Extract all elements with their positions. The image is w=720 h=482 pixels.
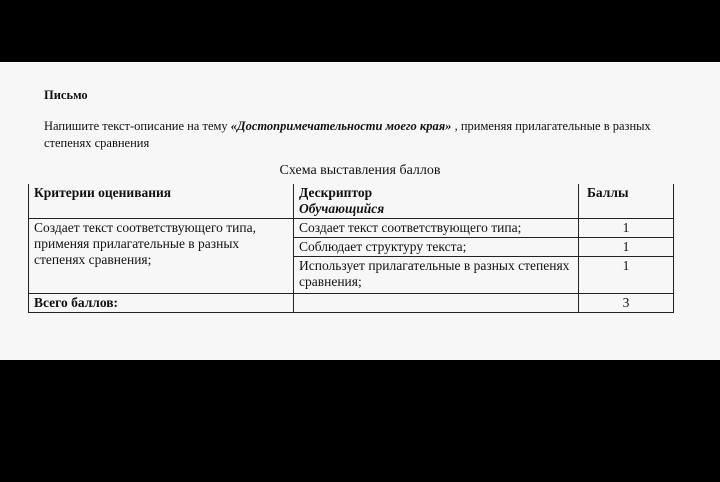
descriptor-cell: Соблюдает структуру текста; [294, 238, 579, 257]
grading-table [28, 184, 674, 313]
total-points: 3 [579, 294, 674, 313]
task-text [44, 118, 684, 152]
table-caption: Схема выставления баллов [279, 163, 441, 178]
section-heading: Письмо [44, 88, 88, 102]
points-cell: 1 [579, 238, 674, 257]
header-points: Баллы [579, 184, 674, 219]
descriptor-cell: Создает текст соответствующего типа; [294, 219, 579, 238]
task-topic: «Достопримечательности моего края» [230, 119, 452, 133]
total-label: Всего баллов: [29, 294, 294, 313]
descriptor-cell: Использует прилагательные в разных степенях сравнения; [294, 257, 579, 294]
total-row [29, 294, 674, 313]
header-descriptor-sub: Обучающийся [299, 201, 385, 216]
points-cell: 1 [579, 257, 674, 294]
table-header-row [29, 184, 674, 219]
points-cell: 1 [579, 219, 674, 238]
header-criteria: Критерии оценивания [29, 184, 294, 219]
total-descriptor [294, 294, 579, 313]
header-descriptor [294, 184, 579, 219]
criterion-cell: Создает текст соответствующего типа, применяя прилагательные в разных степенях сравнения; [29, 219, 294, 294]
document-page [0, 62, 720, 360]
header-descriptor-label: Дескриптор [299, 185, 373, 200]
task-prefix: Напишите текст-описание на тему [44, 119, 231, 133]
table-row [29, 219, 674, 238]
task-suffix: , применяя прилагательные в разных степенях сравнения [44, 119, 651, 150]
